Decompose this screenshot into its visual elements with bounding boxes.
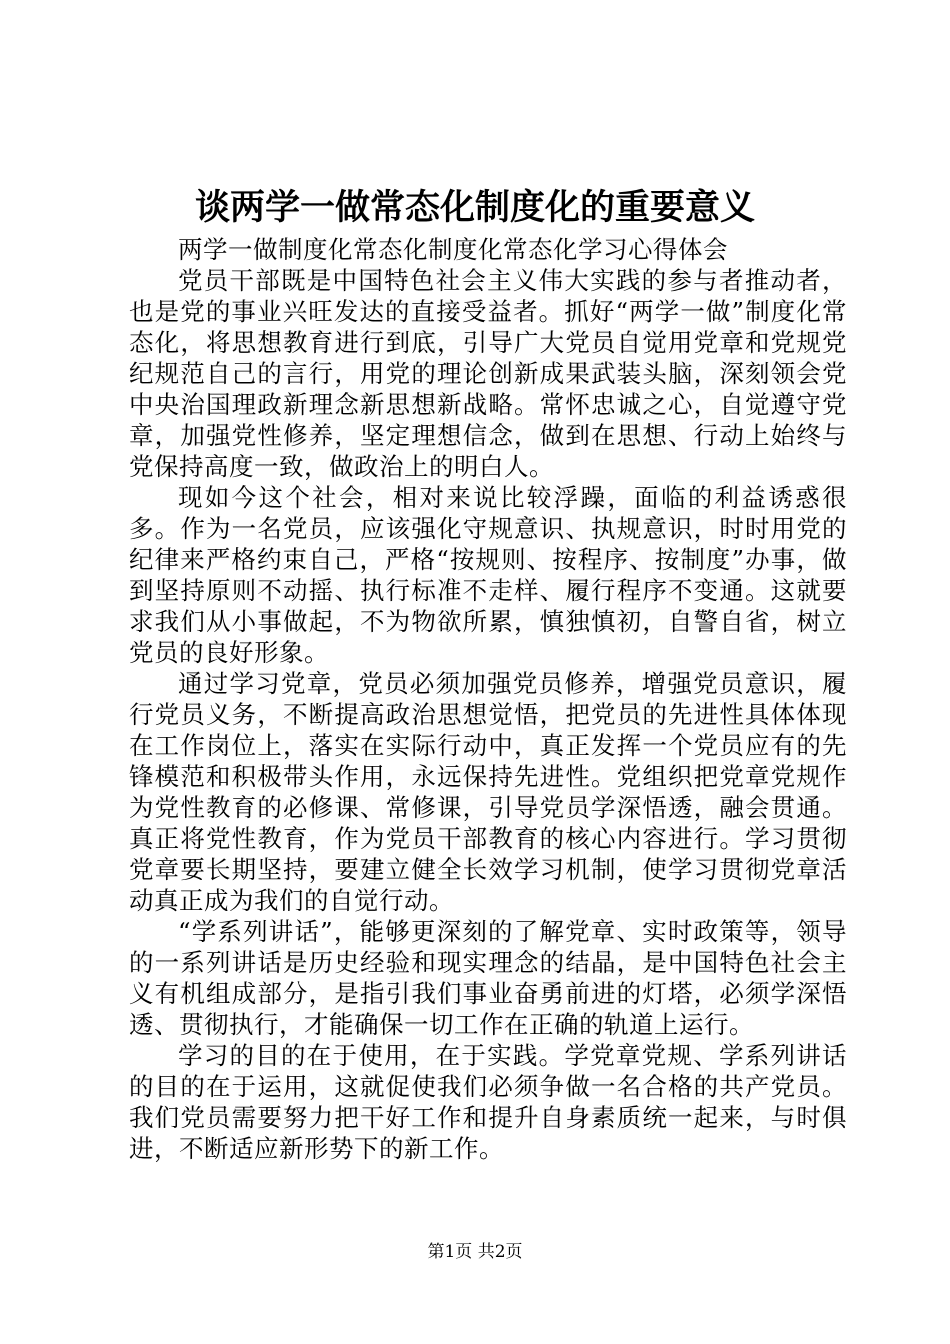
subtitle-paragraph: 两学一做制度化常态化制度化常态化学习心得体会: [178, 235, 728, 264]
body-paragraph: 党员干部既是中国特色社会主义伟大实践的参与者推动者，也是党的事业兴旺发达的直接受益者。抓好“两学一做”制度化常态化，将思想教育进行到底，引导广大党员自觉用党章和党规党纪规范自己的言行，用党的理论创新成果武装头脑，深刻领会党中央治国理政新理念新思想新战略。常怀忠诚之心，自觉遵守党章，加强党性修养，坚定理想信念，做到在思想、行动上始终与党保持高度一致，做政治上的明白人。: [129, 266, 847, 481]
page-number-footer: 第1页 共2页: [427, 1242, 523, 1262]
body-paragraph: “学系列讲话”，能够更深刻的了解党章、实时政策等，领导的一系列讲话是历史经验和现实理念的结晶，是中国特色社会主义有机组成部分，是指引我们事业奋勇前进的灯塔，必须学深悟透、贯彻执行，才能确保一切工作在正确的轨道上运行。: [129, 917, 847, 1039]
body-paragraph: 学习的目的在于使用，在于实践。学党章党规、学系列讲话的目的在于运用，这就促使我们必须争做一名合格的共产党员。我们党员需要努力把干好工作和提升自身素质统一起来，与时俱进，不断适应新形势下的新工作。: [129, 1041, 847, 1163]
document-body: [129, 234, 847, 1164]
body-paragraph: 现如今这个社会，相对来说比较浮躁，面临的利益诱惑很多。作为一名党员，应该强化守规意识、执规意识，时时用党的纪律来严格约束自己，严格“按规则、按程序、按制度”办事，做到坚持原则不动摇、执行标准不走样、履行程序不变通。这就要求我们从小事做起，不为物欲所累，慎独慎初，自警自省，树立党员的良好形象。: [129, 483, 847, 667]
document-title: 谈两学一做常态化制度化的重要意义: [194, 187, 755, 228]
body-paragraph: 通过学习党章，党员必须加强党员修养，增强党员意识，履行党员义务，不断提高政治思想觉悟，把党员的先进性具体体现在工作岗位上，落实在实际行动中，真正发挥一个党员应有的先锋模范和积极带头作用，永远保持先进性。党组织把党章党规作为党性教育的必修课、常修课，引导党员学深悟透，融会贯通。真正将党性教育，作为党员干部教育的核心内容进行。学习贯彻党章要长期坚持，要建立健全长效学习机制，使学习贯彻党章活动真正成为我们的自觉行动。: [129, 669, 847, 915]
